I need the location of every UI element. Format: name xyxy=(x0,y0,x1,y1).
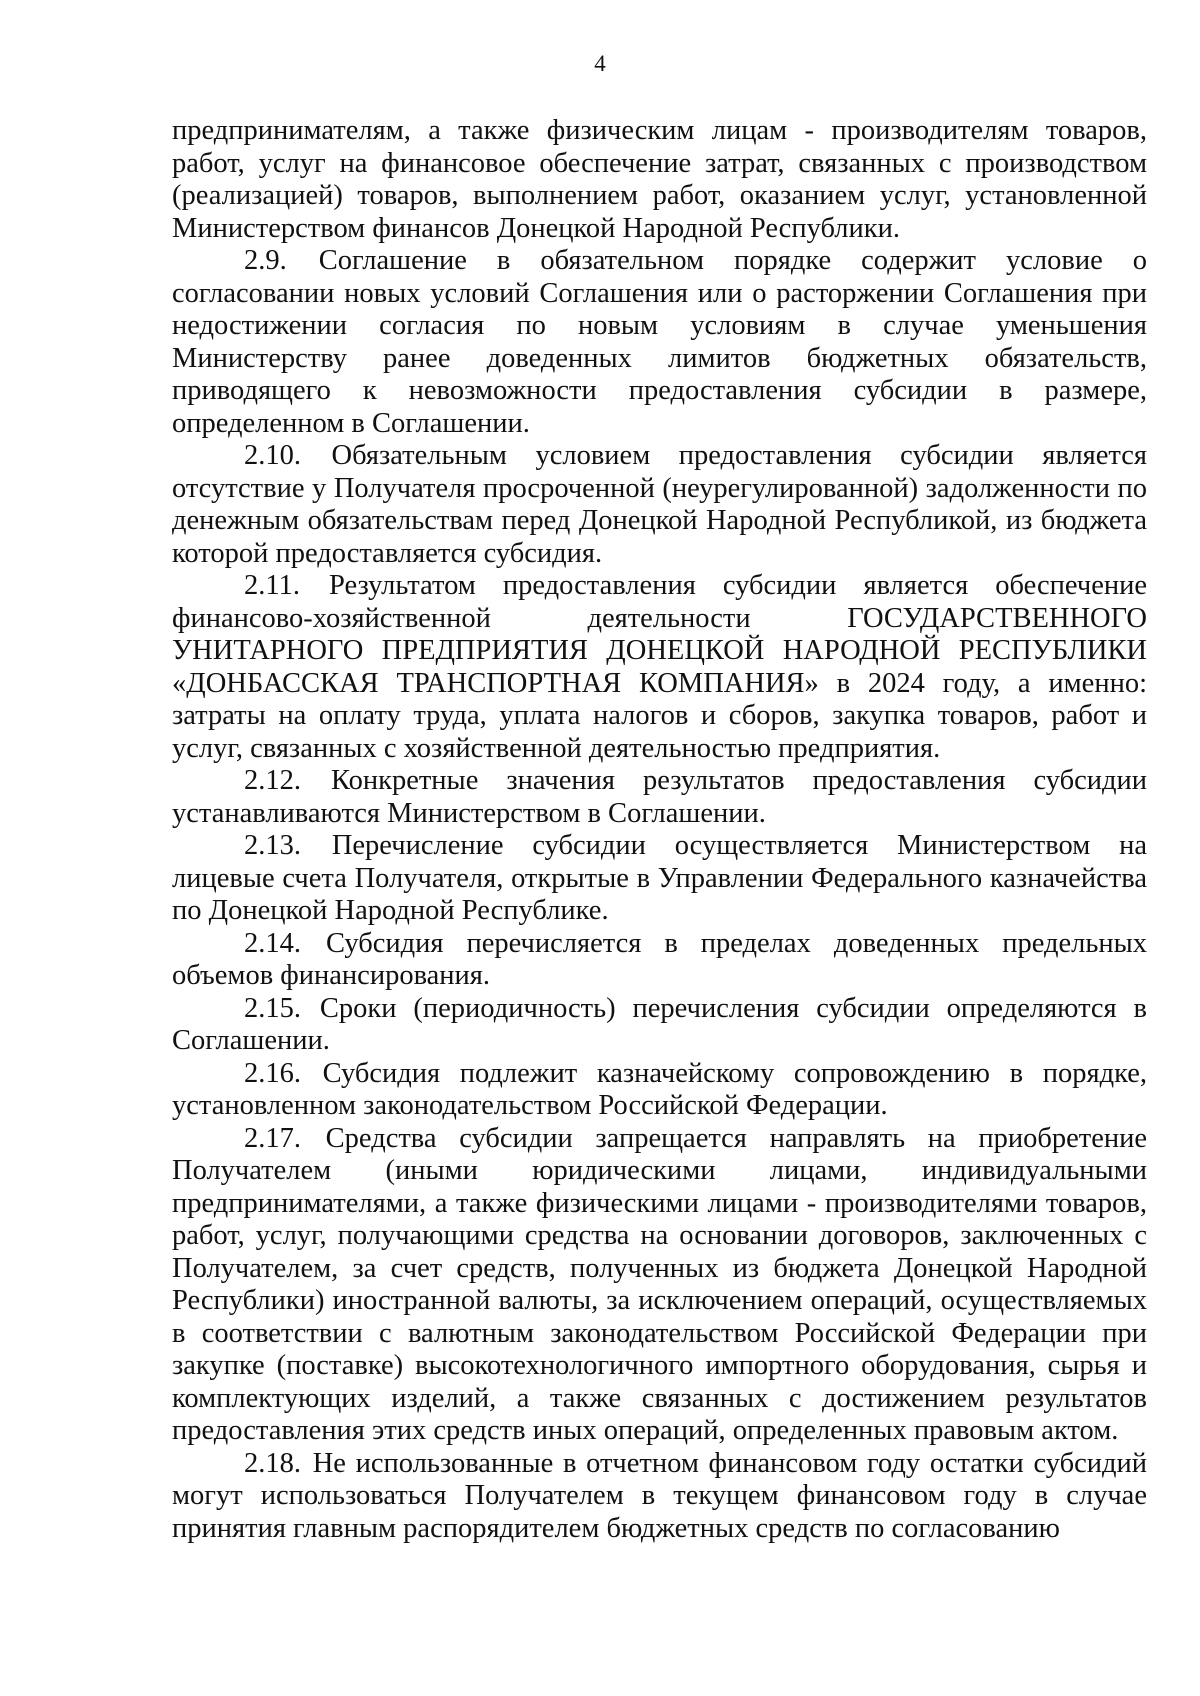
paragraph-text: предпринимателям, а также физическим лицам - производителям товаров, работ, услуг на финансовое обеспечение затрат, связанных с производством (реализацией) товаров, выполнением работ, оказанием услуг, установленной Министерством финансов Донецкой Народной Республики. xyxy=(172,115,1147,244)
clause-number: 2.12. xyxy=(244,765,301,796)
page-number: 4 xyxy=(594,51,606,76)
clause-2-11 xyxy=(172,570,1147,765)
clause-2-12 xyxy=(172,765,1147,830)
clause-text: Соглашение в обязательном порядке содержит условие о согласовании новых условий Соглашения или о расторжении Соглашения при недостижении согласия по новым условиям в случае уменьшения Министерству ранее доведенных лимитов бюджетных обязательств, приводящего к невозможности предоставления субсидии в размере, определенном в Соглашении. xyxy=(172,245,1148,439)
clause-text: Сроки (периодичность) перечисления субсидии определяются в Соглашении. xyxy=(172,992,1148,1056)
document-body xyxy=(172,115,1147,1545)
clause-text: Конкретные значения результатов предоставления субсидии устанавливаются Министерством в Соглашении. xyxy=(172,765,1147,829)
clause-number: 2.18. xyxy=(244,1447,301,1479)
clause-text: Субсидия перечисляется в пределах доведенных предельных объемов финансирования. xyxy=(172,927,1148,991)
clause-text: Не использованные в отчетном финансовом году остатки субсидий могут использоваться Получателем в текущем финансовом году в случае принятия главным распорядителем бюджетных средств по согласованию xyxy=(172,1447,1147,1544)
clause-number: 2.17. xyxy=(244,1122,301,1154)
clause-text: Средства субсидии запрещается направлять на приобретение Получателем (иными юридическими лицами, индивидуальными предпринимателями, а также физическими лицами - производителями товаров, работ, услуг, получающими средства на основании договоров, заключенных с Получателем, за счет средств, полученных из бюджета Донецкой Народной Республики) иностранной валюты, за исключением операций, осуществляемых в соответствии с валютным законодательством Российской Федерации при закупке (поставке) высокотехнологичного импортного оборудования, сырья и комплектующих изделий, а также связанных с достижением результатов предоставления этих средств иных операций, определенных правовым актом. xyxy=(172,1122,1147,1446)
clause-2-10 xyxy=(172,440,1147,570)
clause-number: 2.14. xyxy=(244,927,301,959)
clause-2-18 xyxy=(172,1448,1147,1546)
clause-2-16 xyxy=(172,1058,1147,1123)
clause-2-14 xyxy=(172,928,1147,993)
clause-2-17 xyxy=(172,1123,1147,1448)
clause-text: Результатом предоставления субсидии является обеспечение финансово-хозяйственной деятельности ГОСУДАРСТВЕННОГО УНИТАРНОГО ПРЕДПРИЯТИЯ ДОНЕЦКОЙ НАРОДНОЙ РЕСПУБЛИКИ «ДОНБАССКАЯ ТРАНСПОРТНАЯ КОМПАНИЯ» в 2024 году, а именно: затраты на оплату труда, уплата налогов и сборов, закупка товаров, работ и услуг, связанных с хозяйственной деятельностью предприятия. xyxy=(172,570,1148,764)
clause-2-9 xyxy=(172,245,1147,440)
clause-text: Субсидия подлежит казначейскому сопровождению в порядке, установленном законодательством Российской Федерации. xyxy=(172,1057,1147,1121)
clause-number: 2.13. xyxy=(244,830,301,861)
clause-number: 2.10. xyxy=(244,440,301,471)
clause-number: 2.15. xyxy=(244,992,301,1024)
clause-text: Обязательным условием предоставления субсидии является отсутствие у Получателя просроченной (неурегулированной) задолженности по денежным обязательствам перед Донецкой Народной Республикой, из бюджета которой предоставляется субсидия. xyxy=(172,440,1147,569)
clause-number: 2.11. xyxy=(244,570,300,601)
clause-2-15 xyxy=(172,993,1147,1058)
paragraph-continuation xyxy=(172,115,1147,245)
clause-number: 2.16. xyxy=(244,1057,301,1089)
clause-2-13 xyxy=(172,830,1147,928)
clause-text: Перечисление субсидии осуществляется Министерством на лицевые счета Получателя, открытые в Управлении Федерального казначейства по Донецкой Народной Республике. xyxy=(172,830,1147,926)
clause-number: 2.9. xyxy=(244,245,287,276)
